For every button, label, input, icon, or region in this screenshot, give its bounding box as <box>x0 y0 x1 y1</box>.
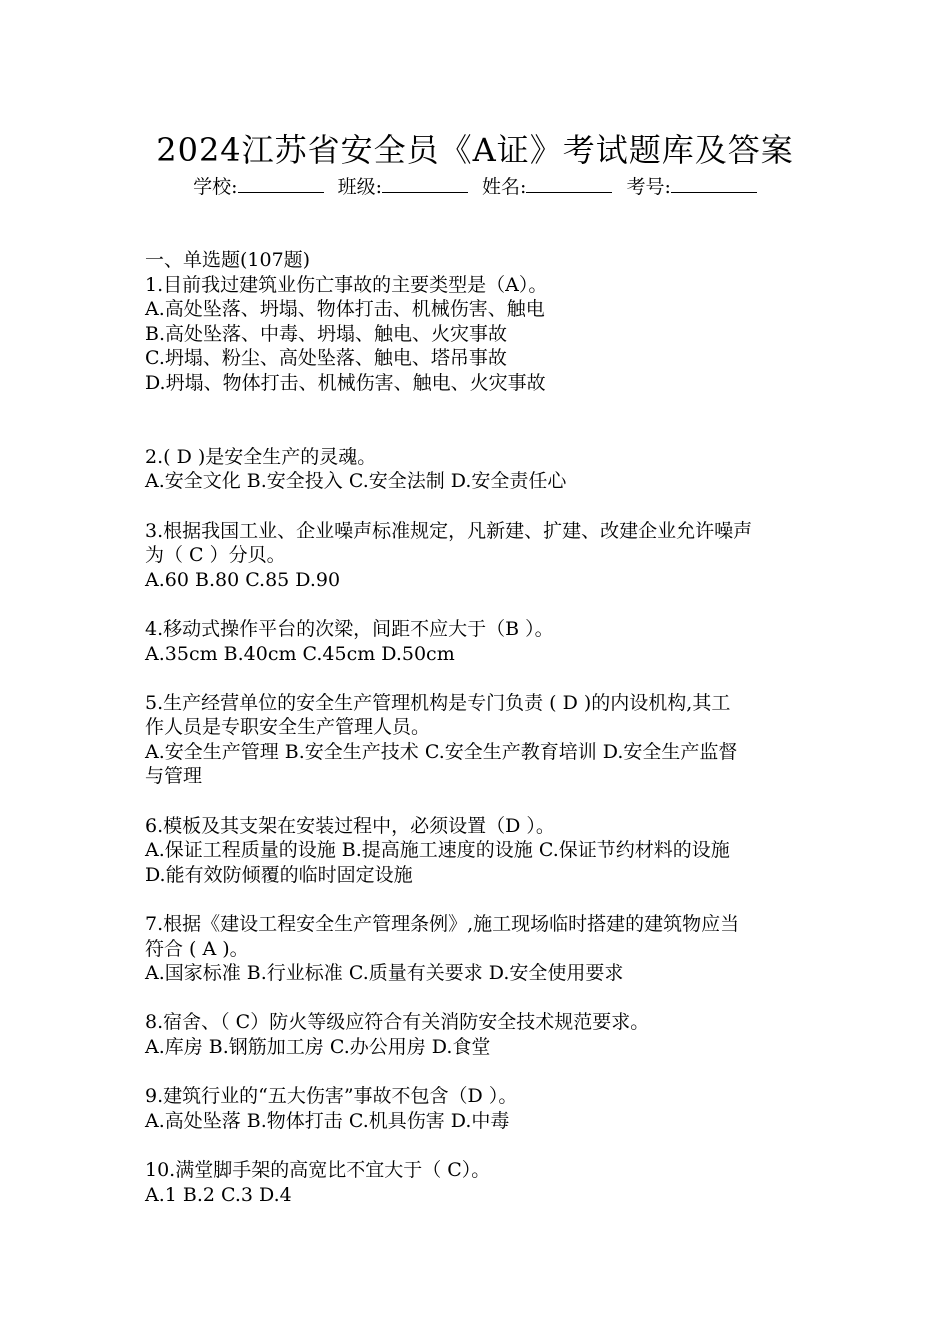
exam-number-label: 考号: <box>626 176 671 198</box>
question-option: A.保证工程质量的设施 B.提高施工速度的设施 C.保证节约材料的设施 <box>145 839 730 862</box>
class-blank <box>382 174 468 193</box>
question-stem: 为（ C ）分贝。 <box>145 544 286 567</box>
question-option: A.库房 B.钢筋加工房 C.办公用房 D.食堂 <box>145 1036 491 1058</box>
student-info-line <box>0 174 950 200</box>
name-blank <box>526 174 612 193</box>
question-1 <box>145 273 810 396</box>
question-option: A.60 B.80 C.85 D.90 <box>145 568 341 591</box>
question-stem: 3.根据我国工业、企业噪声标准规定，凡新建、扩建、改建企业允许噪声 <box>145 519 753 542</box>
question-stem: 6.模板及其支架在安装过程中，必须设置（D ）。 <box>145 814 555 837</box>
question-7 <box>145 912 810 986</box>
question-option: 与管理 <box>145 765 203 788</box>
question-option: B.高处坠落、中毒、坍塌、触电、火灾事故 <box>145 322 508 345</box>
question-option: A.安全文化 B.安全投入 C.安全法制 D.安全责任心 <box>145 470 567 493</box>
class-label: 班级: <box>337 176 382 198</box>
question-option: A.高处坠落 B.物体打击 C.机具伤害 D.中毒 <box>145 1109 510 1132</box>
question-6 <box>145 814 810 888</box>
class-field <box>338 176 468 198</box>
question-option: A.1 B.2 C.3 D.4 <box>145 1183 292 1206</box>
question-stem: 4.移动式操作平台的次梁，间距不应大于（B ）。 <box>145 617 554 640</box>
question-8 <box>145 1010 810 1059</box>
question-content <box>145 248 810 1207</box>
question-option: A.高处坠落、坍塌、物体打击、机械伤害、触电 <box>145 298 545 321</box>
question-9 <box>145 1084 810 1133</box>
question-option: A.安全生产管理 B.安全生产技术 C.安全生产教育培训 D.安全生产监督 <box>145 740 738 763</box>
question-stem: 10.满堂脚手架的高宽比不宜大于（ C）。 <box>145 1158 491 1181</box>
school-field <box>193 176 323 198</box>
question-stem: 1.目前我过建筑业伤亡事故的主要类型是（A）。 <box>145 273 548 296</box>
exam-number-blank <box>671 174 757 193</box>
question-option: A.35cm B.40cm C.45cm D.50cm <box>145 642 455 665</box>
question-10 <box>145 1158 810 1207</box>
section-heading: 一、单选题(107题) <box>145 249 311 271</box>
question-option: D.坍塌、物体打击、机械伤害、触电、火灾事故 <box>145 371 546 394</box>
question-stem: 符合 ( A )。 <box>145 937 249 960</box>
question-stem: 5.生产经营单位的安全生产管理机构是专门负责 ( D )的内设机构,其工 <box>145 691 731 714</box>
question-option: D.能有效防倾覆的临时固定设施 <box>145 863 413 886</box>
question-5 <box>145 691 810 789</box>
question-stem: 7.根据《建设工程安全生产管理条例》,施工现场临时搭建的建筑物应当 <box>145 913 740 936</box>
question-stem: 2.( D )是安全生产的灵魂。 <box>145 445 377 468</box>
question-stem: 作人员是专职安全生产管理人员。 <box>145 716 431 739</box>
question-stem: 9.建筑行业的“五大伤害”事故不包含（D ）。 <box>145 1085 518 1108</box>
question-4 <box>145 617 810 666</box>
name-label: 姓名: <box>482 176 527 198</box>
exam-number-field <box>626 176 756 198</box>
question-option: A.国家标准 B.行业标准 C.质量有关要求 D.安全使用要求 <box>145 962 624 985</box>
document-title: 2024江苏省安全员《A证》考试题库及答案 <box>156 131 794 169</box>
school-label: 学校: <box>193 176 238 198</box>
question-option: C.坍塌、粉尘、高处坠落、触电、塔吊事故 <box>145 347 507 370</box>
name-field <box>482 176 612 198</box>
school-blank <box>238 174 324 193</box>
question-2 <box>145 445 810 494</box>
question-3 <box>145 519 810 593</box>
question-stem: 8.宿舍、（ C）防火等级应符合有关消防安全技术规范要求。 <box>145 1011 650 1034</box>
